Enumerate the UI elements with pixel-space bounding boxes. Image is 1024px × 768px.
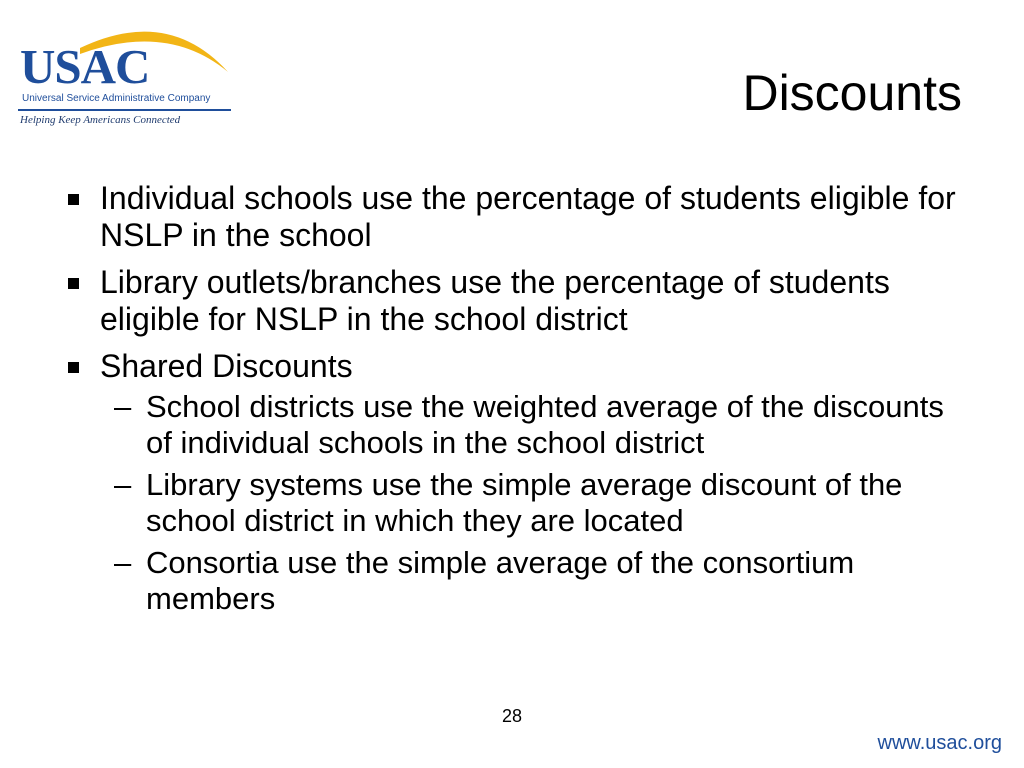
logo-tagline: Helping Keep Americans Connected	[20, 114, 181, 126]
logo-wordmark: USAC	[20, 39, 150, 94]
sub-bullet-item	[100, 545, 960, 617]
bullet-list	[60, 180, 960, 627]
bullet-item	[60, 348, 960, 617]
bullet-item	[60, 264, 960, 338]
square-bullet-icon	[68, 278, 79, 289]
usac-logo	[18, 14, 233, 124]
page-number: 28	[501, 706, 523, 726]
logo-divider	[18, 109, 231, 111]
sub-bullet-list	[100, 389, 960, 617]
sub-bullet-text: School districts use the weighted average of the discounts of individual schools in the school district	[146, 389, 944, 460]
logo-company-name: Universal Service Administrative Company	[22, 93, 211, 104]
dash-bullet-icon: –	[114, 545, 132, 580]
sub-bullet-text: Consortia use the simple average of the consortium members	[146, 545, 855, 616]
bullet-text: Library outlets/branches use the percentage of students eligible for NSLP in the school district	[100, 264, 890, 337]
bullet-item	[60, 180, 960, 254]
dash-bullet-icon: –	[114, 389, 132, 424]
dash-bullet-icon: –	[114, 467, 132, 502]
bullet-text: Shared Discounts	[100, 348, 353, 384]
square-bullet-icon	[68, 362, 79, 373]
sub-bullet-item	[100, 389, 960, 461]
bullet-text: Individual schools use the percentage of students eligible for NSLP in the school	[100, 180, 956, 253]
sub-bullet-text: Library systems use the simple average discount of the school district in which they are located	[146, 467, 903, 538]
square-bullet-icon	[68, 194, 79, 205]
sub-bullet-item	[100, 467, 960, 539]
footer-website-link[interactable]: www.usac.org	[877, 732, 1002, 754]
slide-title: Discounts	[742, 65, 962, 121]
